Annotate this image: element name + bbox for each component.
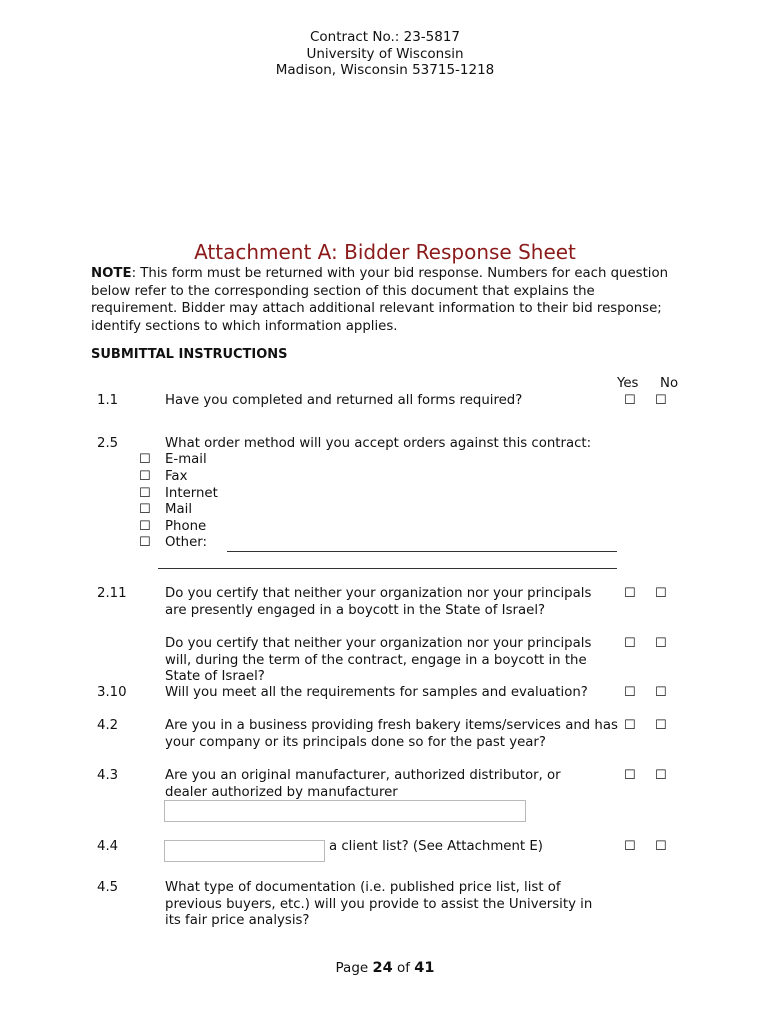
of-label: of [396, 960, 410, 976]
question-text: Are you an original manufacturer, authorized distributor, or dealer authorized by manufacturer [165, 768, 561, 800]
yes-checkbox[interactable]: ☐ [624, 839, 636, 854]
question-number: 2.11 [97, 586, 127, 601]
no-checkbox[interactable]: ☐ [655, 718, 667, 733]
note-text: : This form must be returned with your bid response. Numbers for each question below refer to the corresponding section of this document that explains the requirement. Bidder may attach additional relevant information to their bid response; identify sections to which information applies. [91, 266, 669, 334]
yes-checkbox[interactable]: ☐ [624, 636, 636, 651]
order-method-checkbox[interactable]: ☐ [139, 519, 151, 534]
question-number: 4.2 [97, 718, 119, 733]
no-checkbox[interactable]: ☐ [655, 586, 667, 601]
question-number: 2.5 [97, 436, 119, 451]
order-method-option: Internet [165, 486, 218, 501]
contract-number: Contract No.: 23-5817 [309, 29, 461, 45]
order-method-checkbox[interactable]: ☐ [139, 535, 151, 550]
page-label: Page [335, 960, 369, 976]
university-name: University of Wisconsin [306, 46, 464, 62]
yes-checkbox[interactable]: ☐ [624, 586, 636, 601]
order-method-checkbox[interactable]: ☐ [139, 469, 151, 484]
order-method-option: Mail [165, 502, 193, 517]
yes-checkbox[interactable]: ☐ [624, 393, 636, 408]
page-footer [0, 960, 770, 976]
order-method-option: E-mail [165, 452, 207, 467]
question-number: 4.3 [97, 768, 119, 783]
question-number: 1.1 [97, 393, 119, 408]
page-title: Attachment A: Bidder Response Sheet [194, 240, 576, 264]
no-checkbox[interactable]: ☐ [655, 768, 667, 783]
page-number: 24 [372, 960, 393, 976]
order-method-option: Fax [165, 469, 188, 484]
question-text: Do you certify that neither your organization nor your principals are presently engaged in a boycott in the State of Israel? [165, 586, 592, 618]
note-paragraph [91, 265, 671, 335]
yes-column-header: Yes [617, 376, 639, 391]
question-number: 3.10 [97, 685, 127, 700]
page-total: 41 [414, 960, 435, 976]
note-label: NOTE [91, 266, 132, 281]
question-text: Do you certify that neither your organization nor your principals will, during the term of the contract, engage in a boycott in the State of Israel? [165, 636, 592, 685]
question-text: Have you completed and returned all forms required? [165, 393, 523, 408]
other-method-line-2[interactable] [158, 568, 617, 569]
question-text: What order method will you accept orders against this contract: [165, 436, 592, 451]
no-checkbox[interactable]: ☐ [655, 636, 667, 651]
order-method-checkbox[interactable]: ☐ [139, 486, 151, 501]
question-number: 4.5 [97, 880, 119, 895]
no-checkbox[interactable]: ☐ [655, 685, 667, 700]
question-number: 4.4 [97, 839, 119, 854]
no-checkbox[interactable]: ☐ [655, 839, 667, 854]
order-method-option: Other: [165, 535, 208, 550]
other-method-line[interactable] [227, 551, 617, 552]
question-text: Will you meet all the requirements for samples and evaluation? [165, 685, 588, 700]
university-address: Madison, Wisconsin 53715-1218 [275, 62, 495, 78]
no-column-header: No [660, 376, 679, 391]
manufacturer-text-field[interactable] [164, 800, 526, 822]
order-method-checkbox[interactable]: ☐ [139, 452, 151, 467]
order-method-checkbox[interactable]: ☐ [139, 502, 151, 517]
client-list-text-field[interactable] [164, 840, 325, 862]
order-method-option: Phone [165, 519, 207, 534]
yes-checkbox[interactable]: ☐ [624, 768, 636, 783]
yes-checkbox[interactable]: ☐ [624, 718, 636, 733]
question-text: a client list? (See Attachment E) [329, 839, 543, 854]
yes-checkbox[interactable]: ☐ [624, 685, 636, 700]
section-heading: SUBMITTAL INSTRUCTIONS [91, 347, 288, 362]
no-checkbox[interactable]: ☐ [655, 393, 667, 408]
question-text: Are you in a business providing fresh bakery items/services and has your company or its principals done so for the past year? [165, 718, 618, 750]
question-text: What type of documentation (i.e. published price list, list of previous buyers, etc.) will you provide to assist the University in its fair price analysis? [165, 880, 593, 929]
